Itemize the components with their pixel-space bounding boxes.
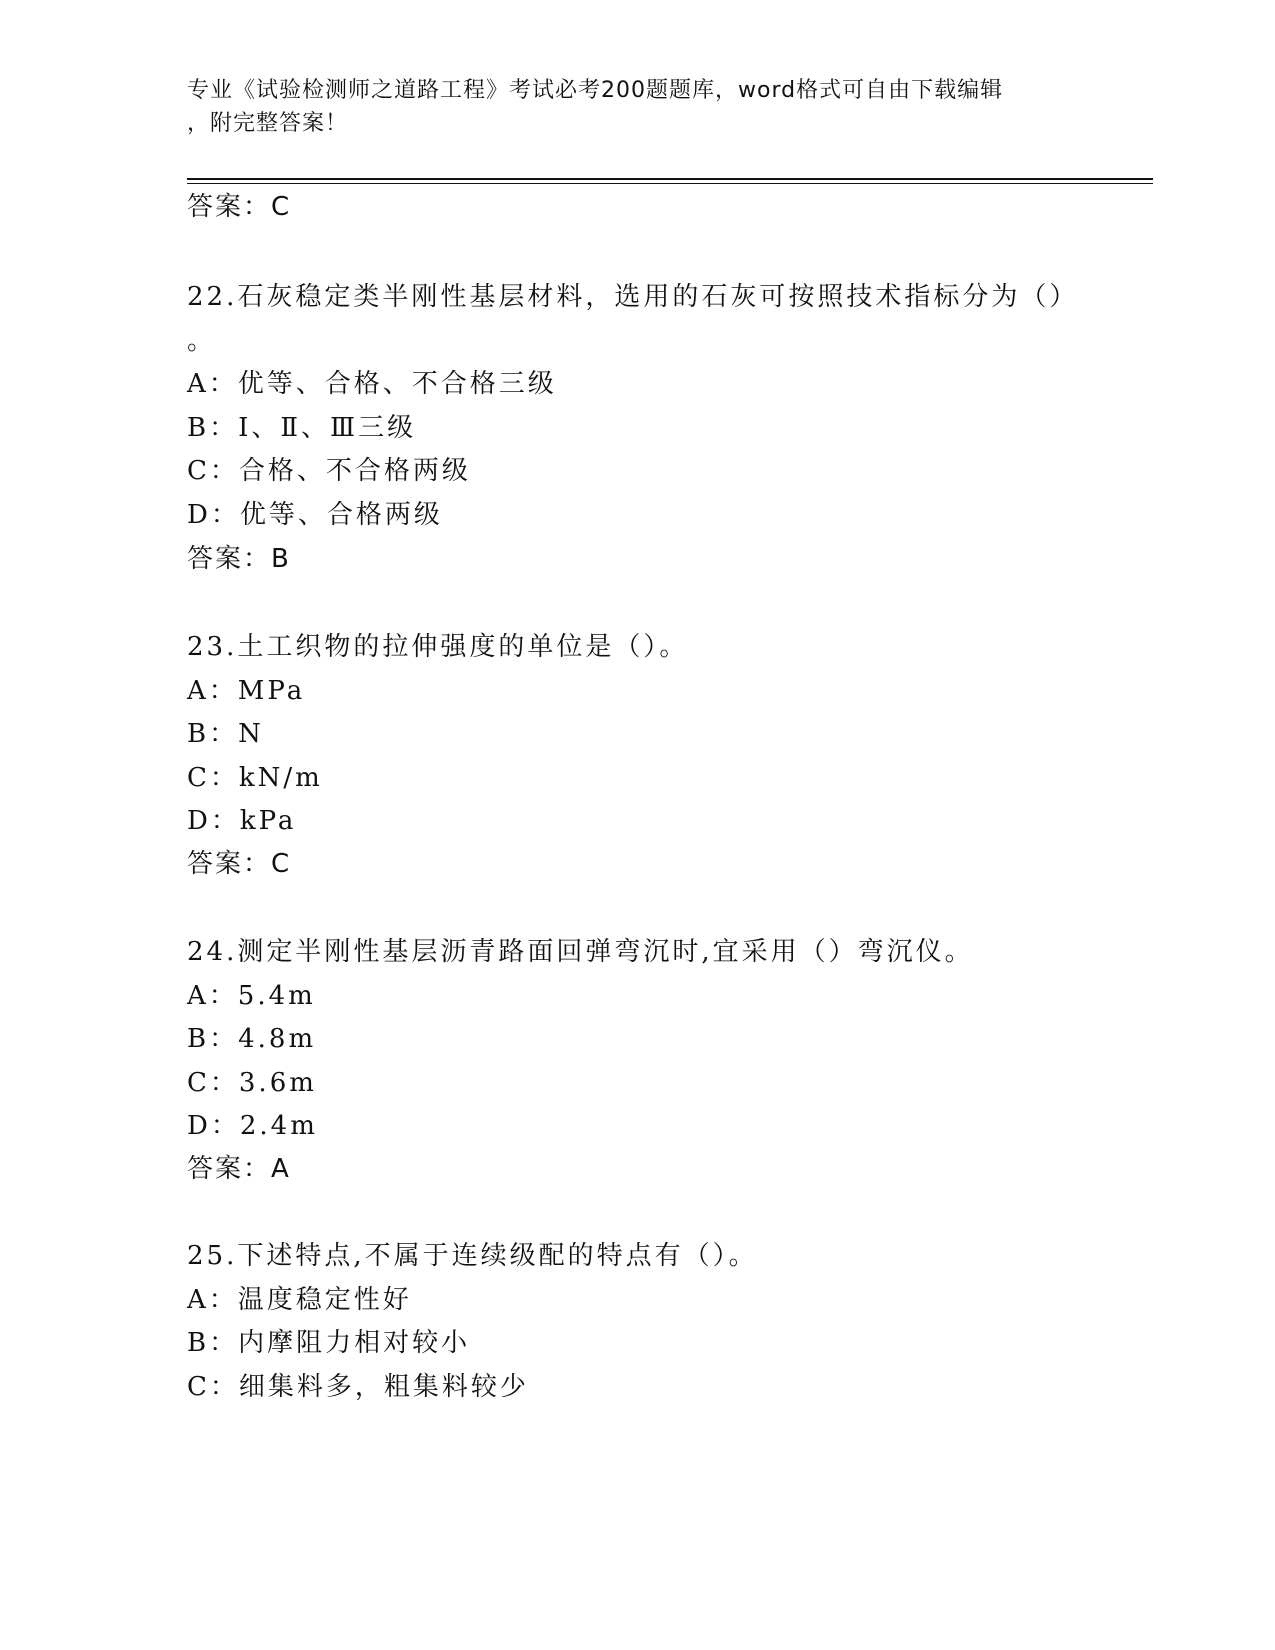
header-line-1: 专业《试验检测师之道路工程》考试必考200题题库，word格式可自由下载编辑 [187,78,1004,103]
answer-23: 答案：C [187,849,292,879]
question-25-stem: 25.下述特点,不属于连续级配的特点有（）。 [187,1241,758,1271]
header-line-2: ，附完整答案！ [187,111,349,136]
question-22-option-a: A：优等、合格、不合格三级 [187,369,557,399]
question-23-option-d: D：kPa [187,806,297,836]
question-22-option-d: D：优等、合格两级 [187,500,443,530]
question-25-option-b: B：内摩阻力相对较小 [187,1328,471,1358]
question-25-option-c: C：细集料多，粗集料较少 [187,1372,529,1402]
header-rule-thin [187,183,1153,184]
question-25-option-a: A：温度稳定性好 [187,1285,412,1315]
question-24-option-a: A：5.4m [187,981,316,1011]
question-24-option-d: D：2.4m [187,1111,318,1141]
document-header [187,74,1077,140]
question-22-option-c: C：合格、不合格两级 [187,456,471,486]
question-22-stem-cont: 。 [187,326,217,356]
question-23-stem: 23.土工织物的拉伸强度的单位是（）。 [187,632,689,662]
question-24-option-c: C：3.6m [187,1068,317,1098]
answer-21: 答案：C [187,192,292,222]
question-23-option-b: B：N [187,719,264,749]
answer-24: 答案：A [187,1154,291,1184]
question-23-option-c: C：kN/m [187,763,323,793]
question-23-option-a: A：MPa [187,676,306,706]
header-rule-thick [187,178,1153,180]
answer-22: 答案：B [187,544,291,574]
question-22-stem: 22.石灰稳定类半刚性基层材料，选用的石灰可按照技术指标分为（） [187,282,1079,312]
question-24-stem: 24.测定半刚性基层沥青路面回弹弯沉时,宜采用（）弯沉仪。 [187,937,974,967]
question-22-option-b: B：Ⅰ、Ⅱ、Ⅲ三级 [187,413,417,443]
question-24-option-b: B：4.8m [187,1024,317,1054]
